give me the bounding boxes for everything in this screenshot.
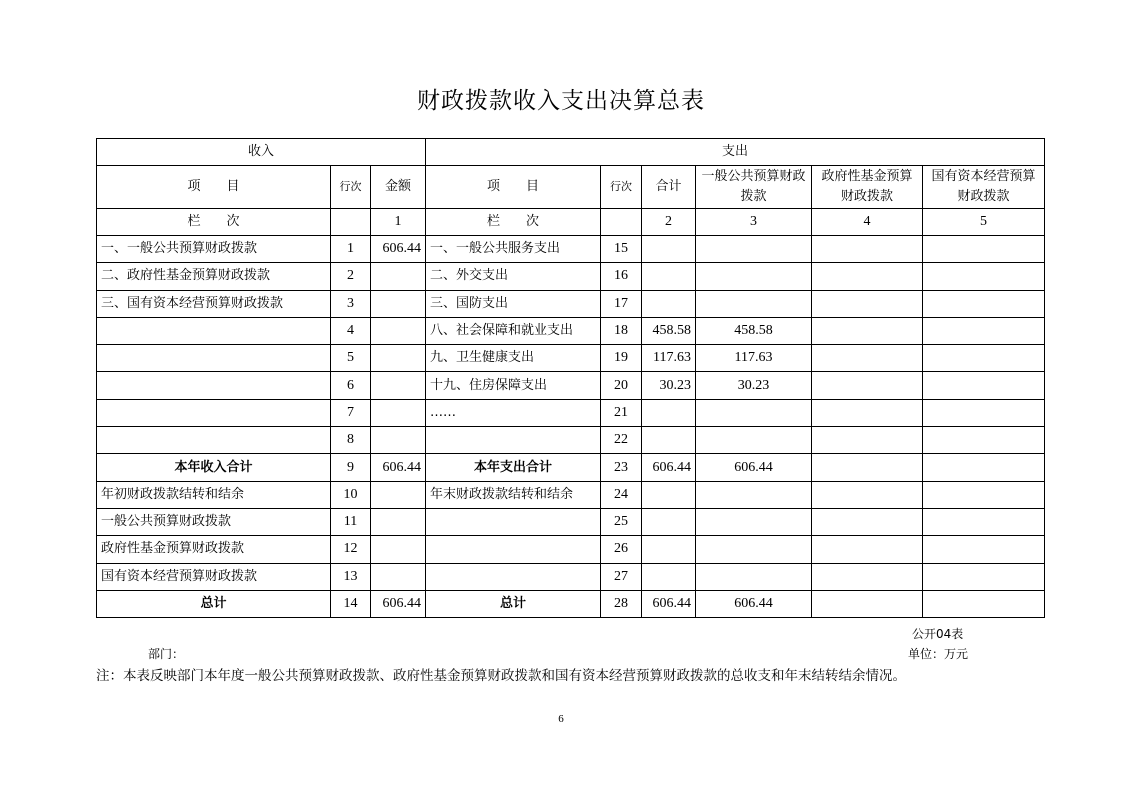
income-item: [97, 372, 331, 399]
state-capital-amount: [923, 427, 1045, 454]
gov-fund-amount: [812, 563, 923, 590]
expense-row-no: 17: [601, 290, 642, 317]
expense-item: 本年支出合计: [426, 454, 601, 481]
general-budget-amount: 117.63: [696, 345, 812, 372]
income-item: [97, 345, 331, 372]
col-index-empty: [601, 209, 642, 236]
gov-fund-amount: [812, 508, 923, 535]
income-item: 国有资本经营预算财政拨款: [97, 563, 331, 590]
col-index-3: 3: [696, 209, 812, 236]
expense-row-no: 22: [601, 427, 642, 454]
income-item: 本年收入合计: [97, 454, 331, 481]
expense-item-header: 项 目: [426, 166, 601, 209]
state-capital-amount: [923, 563, 1045, 590]
expense-total: 30.23: [642, 372, 696, 399]
income-item: [97, 427, 331, 454]
table-row: [97, 372, 1045, 399]
expense-total: [642, 263, 696, 290]
general-budget-amount: 606.44: [696, 590, 812, 617]
gov-fund-amount: [812, 372, 923, 399]
col-index-2: 2: [642, 209, 696, 236]
income-item: 一、一般公共预算财政拨款: [97, 236, 331, 263]
income-row-no-header: 行次: [331, 166, 371, 209]
general-budget-amount: [696, 563, 812, 590]
income-amount-header: 金额: [371, 166, 426, 209]
expense-row-no: 20: [601, 372, 642, 399]
expense-header: 支出: [426, 139, 1045, 166]
general-budget-amount: 458.58: [696, 317, 812, 344]
expense-row-no: 23: [601, 454, 642, 481]
table-row: [97, 317, 1045, 344]
income-row-no: 4: [331, 317, 371, 344]
table-row: [97, 427, 1045, 454]
table-row: [97, 345, 1045, 372]
expense-row-no-header: 行次: [601, 166, 642, 209]
income-row-no: 3: [331, 290, 371, 317]
gov-fund-amount: [812, 345, 923, 372]
expense-item: 三、国防支出: [426, 290, 601, 317]
department-label: 部门：: [148, 647, 185, 661]
expense-item: 总计: [426, 590, 601, 617]
expense-item: [426, 427, 601, 454]
total-header: 合计: [642, 166, 696, 209]
general-budget-amount: 30.23: [696, 372, 812, 399]
gov-fund-amount: [812, 236, 923, 263]
general-budget-amount: [696, 236, 812, 263]
income-amount: 606.44: [371, 590, 426, 617]
expense-item: 九、卫生健康支出: [426, 345, 601, 372]
state-capital-amount: [923, 372, 1045, 399]
table-row: [97, 236, 1045, 263]
general-budget-amount: [696, 399, 812, 426]
state-capital-amount: [923, 399, 1045, 426]
expense-total: 606.44: [642, 590, 696, 617]
expense-row-no: 26: [601, 536, 642, 563]
col-index-4: 4: [812, 209, 923, 236]
table-row: [97, 263, 1045, 290]
income-row-no: 14: [331, 590, 371, 617]
table-row: [97, 454, 1045, 481]
state-capital-amount: [923, 236, 1045, 263]
general-budget-amount: [696, 427, 812, 454]
expense-row-no: 18: [601, 317, 642, 344]
table-row: [97, 536, 1045, 563]
expense-total: [642, 481, 696, 508]
state-capital-amount: [923, 290, 1045, 317]
income-row-no: 5: [331, 345, 371, 372]
income-item: 二、政府性基金预算财政拨款: [97, 263, 331, 290]
expense-total: [642, 427, 696, 454]
income-item: [97, 317, 331, 344]
table-row: [97, 481, 1045, 508]
gov-fund-amount: [812, 263, 923, 290]
income-row-no: 1: [331, 236, 371, 263]
income-header: 收入: [97, 139, 426, 166]
col-index-5: 5: [923, 209, 1045, 236]
gov-fund-amount: [812, 427, 923, 454]
income-item: [97, 399, 331, 426]
state-capital-amount: [923, 590, 1045, 617]
table-body: [97, 236, 1045, 618]
general-budget-amount: [696, 508, 812, 535]
income-amount: [371, 399, 426, 426]
expense-item: 年末财政拨款结转和结余: [426, 481, 601, 508]
income-row-no: 8: [331, 427, 371, 454]
income-amount: [371, 481, 426, 508]
column-index-row: [97, 209, 1045, 236]
expense-item: 十九、住房保障支出: [426, 372, 601, 399]
income-item: 政府性基金预算财政拨款: [97, 536, 331, 563]
col-label-2: 栏 次: [426, 209, 601, 236]
state-capital-amount: [923, 536, 1045, 563]
expense-row-no: 21: [601, 399, 642, 426]
gov-fund-amount: [812, 481, 923, 508]
form-code: 公开04表: [912, 627, 964, 641]
expense-item: [426, 563, 601, 590]
expense-row-no: 16: [601, 263, 642, 290]
general-budget-amount: [696, 263, 812, 290]
expense-total: 117.63: [642, 345, 696, 372]
income-row-no: 11: [331, 508, 371, 535]
table-row: [97, 290, 1045, 317]
income-row-no: 13: [331, 563, 371, 590]
table-row: [97, 563, 1045, 590]
unit-label: 单位：万元: [908, 647, 969, 661]
income-row-no: 7: [331, 399, 371, 426]
footnote: 注：本表反映部门本年度一般公共预算财政拨款、政府性基金预算财政拨款和国有资本经营预算财政拨款的总收支和年末结转结余情况。: [96, 668, 906, 684]
state-capital-amount: [923, 345, 1045, 372]
general-budget-amount: [696, 536, 812, 563]
gov-fund-amount: [812, 590, 923, 617]
income-amount: [371, 372, 426, 399]
income-row-no: 9: [331, 454, 371, 481]
income-item: 一般公共预算财政拨款: [97, 508, 331, 535]
state-capital-header: 国有资本经营预算财政拨款: [923, 166, 1045, 209]
gov-fund-amount: [812, 454, 923, 481]
income-amount: [371, 317, 426, 344]
expense-row-no: 28: [601, 590, 642, 617]
expense-item: 一、一般公共服务支出: [426, 236, 601, 263]
expense-total: 458.58: [642, 317, 696, 344]
general-budget-amount: [696, 481, 812, 508]
state-capital-amount: [923, 454, 1045, 481]
table-row: [97, 590, 1045, 617]
page-title: 财政拨款收入支出决算总表: [417, 88, 705, 114]
expense-total: [642, 236, 696, 263]
income-amount: [371, 508, 426, 535]
expense-row-no: 19: [601, 345, 642, 372]
page-number: 6: [558, 713, 564, 725]
income-amount: 606.44: [371, 454, 426, 481]
income-amount: 606.44: [371, 236, 426, 263]
expense-item: [426, 508, 601, 535]
expense-total: [642, 290, 696, 317]
col-index-1: 1: [371, 209, 426, 236]
income-amount: [371, 563, 426, 590]
expense-row-no: 25: [601, 508, 642, 535]
table-header-row: [97, 139, 1045, 166]
expense-total: [642, 508, 696, 535]
income-item: 三、国有资本经营预算财政拨款: [97, 290, 331, 317]
table-row: [97, 508, 1045, 535]
income-amount: [371, 427, 426, 454]
expense-total: [642, 563, 696, 590]
income-row-no: 10: [331, 481, 371, 508]
general-budget-amount: [696, 290, 812, 317]
expense-row-no: 27: [601, 563, 642, 590]
state-capital-amount: [923, 263, 1045, 290]
col-index-empty: [331, 209, 371, 236]
expense-total: 606.44: [642, 454, 696, 481]
col-label: 栏 次: [97, 209, 331, 236]
income-amount: [371, 263, 426, 290]
state-capital-amount: [923, 317, 1045, 344]
table-row: [97, 399, 1045, 426]
gov-fund-amount: [812, 399, 923, 426]
expense-row-no: 15: [601, 236, 642, 263]
table-header-row: [97, 166, 1045, 209]
expense-total: [642, 399, 696, 426]
state-capital-amount: [923, 508, 1045, 535]
income-row-no: 2: [331, 263, 371, 290]
gov-fund-amount: [812, 536, 923, 563]
income-item-header: 项 目: [97, 166, 331, 209]
income-amount: [371, 345, 426, 372]
general-budget-amount: 606.44: [696, 454, 812, 481]
expense-item: ……: [426, 399, 601, 426]
gov-fund-amount: [812, 290, 923, 317]
general-budget-header: 一般公共预算财政拨款: [696, 166, 812, 209]
income-amount: [371, 290, 426, 317]
gov-fund-amount: [812, 317, 923, 344]
income-item: 总计: [97, 590, 331, 617]
budget-table: [96, 138, 1045, 618]
expense-row-no: 24: [601, 481, 642, 508]
income-amount: [371, 536, 426, 563]
state-capital-amount: [923, 481, 1045, 508]
expense-item: 二、外交支出: [426, 263, 601, 290]
expense-total: [642, 536, 696, 563]
expense-item: [426, 536, 601, 563]
expense-item: 八、社会保障和就业支出: [426, 317, 601, 344]
income-row-no: 6: [331, 372, 371, 399]
income-item: 年初财政拨款结转和结余: [97, 481, 331, 508]
gov-fund-header: 政府性基金预算财政拨款: [812, 166, 923, 209]
income-row-no: 12: [331, 536, 371, 563]
